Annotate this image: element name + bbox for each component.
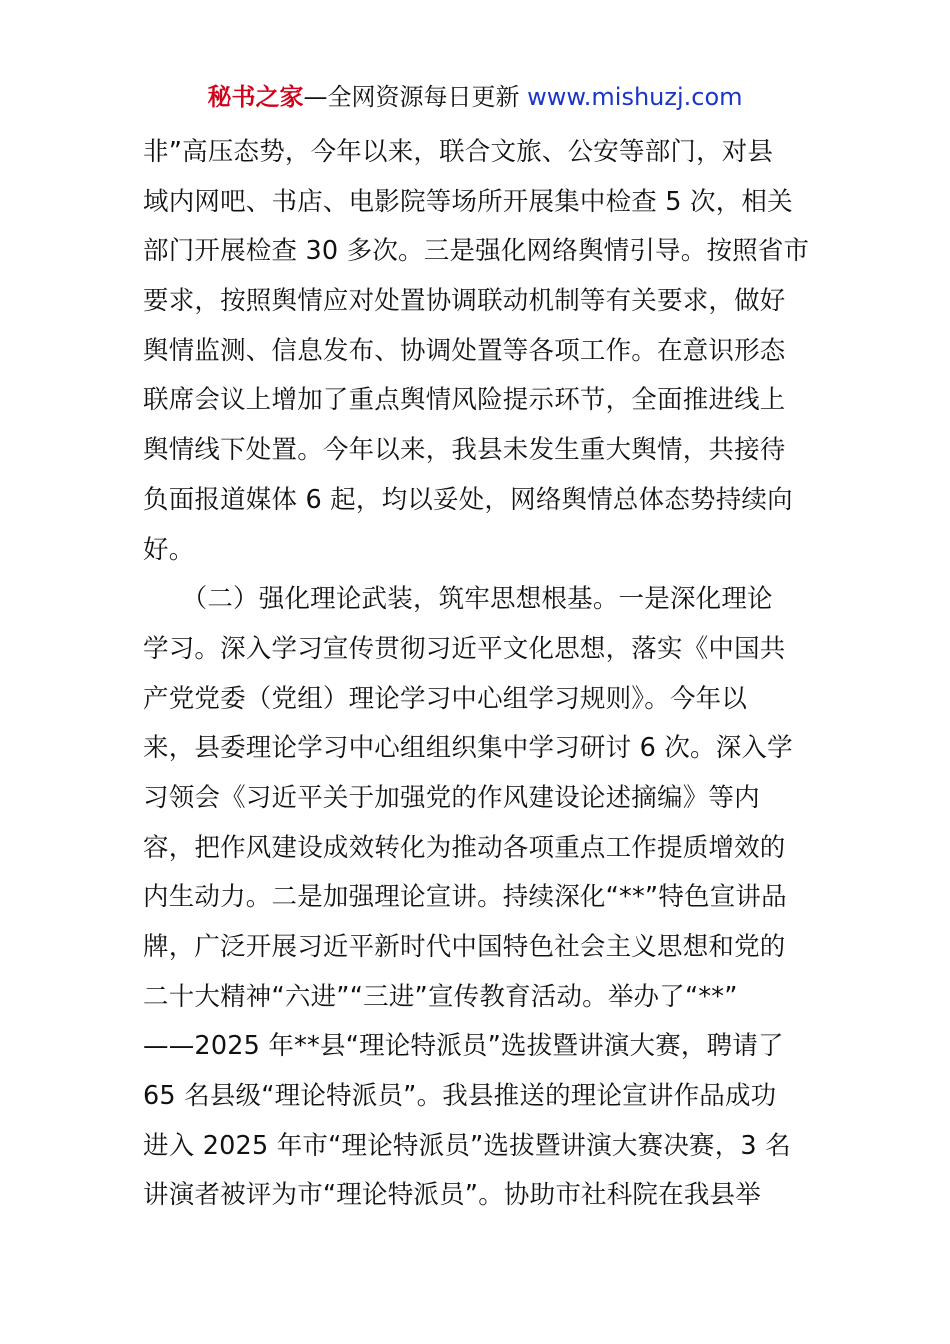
brand-name: 秘书之家 <box>207 83 304 111</box>
text-line: 来，县委理论学习中心组组织集中学习研讨 6 次。深入学 <box>143 733 793 764</box>
text-line: 进入 2025 年市“理论特派员”选拔暨讲演大赛决赛，3 名 <box>143 1130 791 1161</box>
text-line: 联席会议上增加了重点舆情风险提示环节，全面推进线上 <box>143 385 786 416</box>
text-line: 要求，按照舆情应对处置协调联动机制等有关要求，做好 <box>143 286 786 317</box>
site-url-link[interactable]: www.mishuzj.com <box>527 83 743 111</box>
text-line: 习领会《习近平关于加强党的作风建设论述摘编》等内 <box>143 782 760 813</box>
text-line: 非”高压态势，今年以来，联合文旅、公安等部门，对县 <box>143 137 774 167</box>
document-body <box>143 128 811 1221</box>
text-line: 讲演者被评为市“理论特派员”。协助市社科院在我县举 <box>143 1180 761 1211</box>
text-line: 域内网吧、书店、电影院等场所开展集中检查 5 次，相关 <box>143 186 793 217</box>
header-tagline: —全网资源每日更新 <box>303 83 528 111</box>
text-line: 产党党委（党组）理论学习中心组学习规则》。今年以 <box>143 683 748 714</box>
text-line: 牌，广泛开展习近平新时代中国特色社会主义思想和党的 <box>143 932 786 962</box>
text-line: 舆情线下处置。今年以来，我县未发生重大舆情，共接待 <box>143 435 786 466</box>
text-line: 65 名县级“理论特派员”。我县推送的理论宣讲作品成功 <box>143 1081 777 1112</box>
section-heading-line: （二）强化理论武装，筑牢思想根基。一是深化理论 <box>143 584 773 615</box>
text-line: ——2025 年**县“理论特派员”选拔暨讲演大赛，聘请了 <box>143 1031 784 1062</box>
text-line: 负面报道媒体 6 起，均以妥处，网络舆情总体态势持续向 <box>143 484 793 515</box>
text-line: 学习。深入学习宣传贯彻习近平文化思想，落实《中国共 <box>143 633 786 664</box>
text-line: 内生动力。二是加强理论宣讲。持续深化“**”特色宣讲品 <box>143 882 787 913</box>
site-header <box>0 80 950 114</box>
text-line: 部门开展检查 30 多次。三是强化网络舆情引导。按照省市 <box>143 236 810 267</box>
text-line: 容，把作风建设成效转化为推动各项重点工作提质增效的 <box>143 832 786 863</box>
text-line: 舆情监测、信息发布、协调处置等各项工作。在意识形态 <box>143 335 786 366</box>
text-line: 好。 <box>143 534 195 565</box>
text-line: 二十大精神“六进”“三进”宣传教育活动。举办了“**” <box>143 981 738 1012</box>
